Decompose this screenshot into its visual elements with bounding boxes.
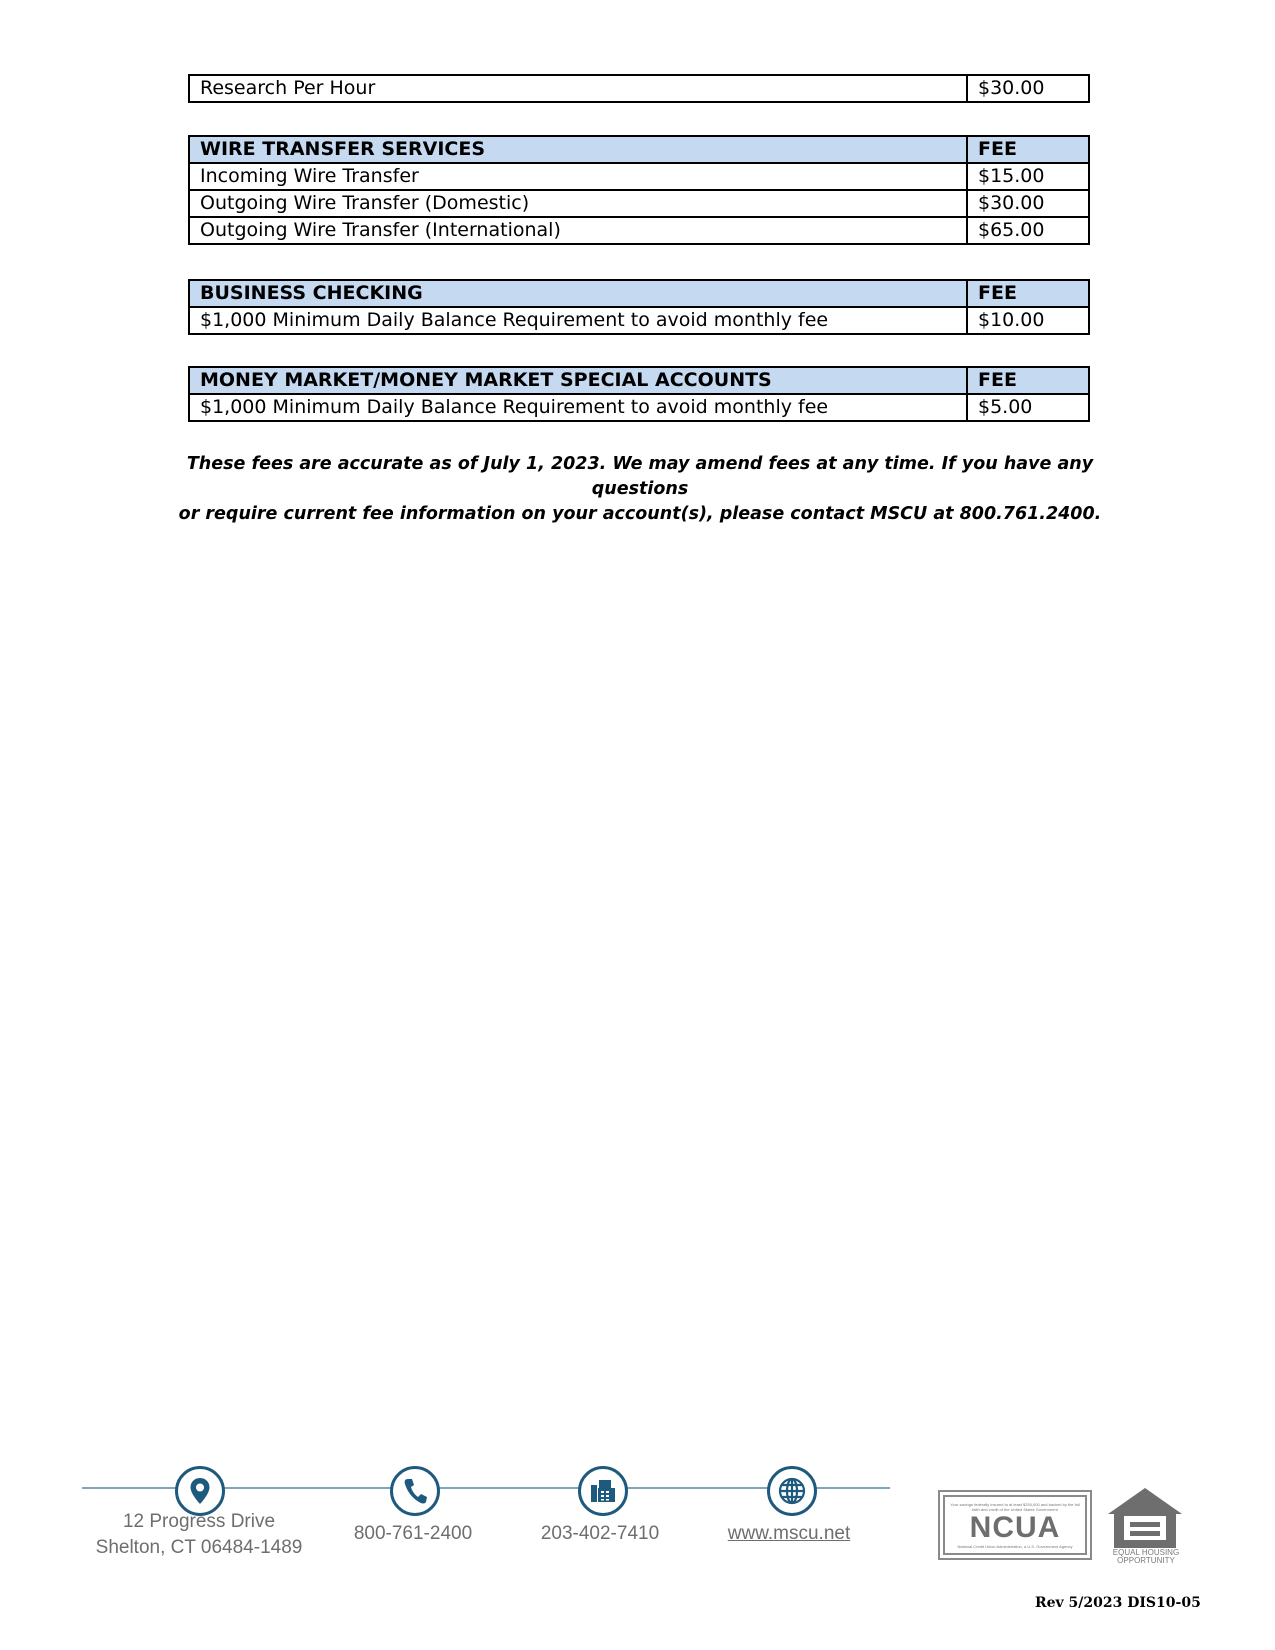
money-market-fee-table	[188, 366, 1090, 422]
research-fee-table	[188, 74, 1090, 103]
fee-disclaimer	[160, 452, 1120, 527]
fee-label: $1,000 Minimum Daily Balance Requirement to avoid monthly fee	[189, 307, 967, 334]
website-link[interactable]: www.mscu.net	[727, 1523, 851, 1544]
table-header-label: WIRE TRANSFER SERVICES	[189, 136, 967, 163]
fee-amount: $5.00	[967, 394, 1089, 421]
equal-housing-line-2: OPPORTUNITY	[1117, 1556, 1175, 1565]
ncua-agency-text: National Credit Union Administration, a U.S. Government Agency	[957, 1543, 1073, 1549]
table-header-label: MONEY MARKET/MONEY MARKET SPECIAL ACCOUNTS	[189, 367, 967, 394]
phone-icon	[390, 1466, 440, 1516]
globe-icon	[767, 1466, 817, 1516]
table-header-row	[189, 367, 1089, 394]
fee-label: $1,000 Minimum Daily Balance Requirement to avoid monthly fee	[189, 394, 967, 421]
table-header-fee: FEE	[967, 136, 1089, 163]
fee-label: Outgoing Wire Transfer (International)	[189, 217, 967, 244]
equal-housing-line-1: EQUAL HOUSING	[1112, 1548, 1180, 1557]
address-line-1: 12 Progress Drive	[122, 1511, 276, 1532]
footer-address	[70, 1509, 328, 1561]
business-checking-fee-table	[188, 279, 1090, 335]
table-row	[189, 163, 1089, 190]
ncua-logo	[938, 1490, 1092, 1560]
ncua-wordmark: NCUA	[969, 1510, 1061, 1544]
disclaimer-line-2: or require current fee information on your account(s), please contact MSCU at 800.761.2400.	[178, 504, 1102, 524]
table-header-row	[189, 280, 1089, 307]
ncua-insured-text: Your savings federally insured to at least $250,000 and backed by the full faith and credit of the United States Government	[950, 1501, 1080, 1512]
footer-website[interactable]	[706, 1521, 872, 1547]
table-header-label: BUSINESS CHECKING	[189, 280, 967, 307]
fee-label: Research Per Hour	[189, 75, 967, 102]
address-line-2: Shelton, CT 06484-1489	[95, 1537, 303, 1558]
fee-amount: $10.00	[967, 307, 1089, 334]
table-row	[189, 217, 1089, 244]
table-row	[189, 75, 1089, 102]
table-row	[189, 307, 1089, 334]
fee-amount: $15.00	[967, 163, 1089, 190]
table-row	[189, 394, 1089, 421]
revision-label: Rev 5/2023 DIS10-05	[1035, 1595, 1201, 1611]
equal-housing-text	[1104, 1549, 1188, 1565]
footer-phone: 800-761-2400	[353, 1523, 473, 1544]
table-header-fee: FEE	[967, 280, 1089, 307]
fee-amount: $30.00	[967, 190, 1089, 217]
fee-amount: $65.00	[967, 217, 1089, 244]
disclaimer-line-1: These fees are accurate as of July 1, 2023. We may amend fees at any time. If you have any questions	[186, 454, 1094, 499]
table-row	[189, 190, 1089, 217]
fee-label: Incoming Wire Transfer	[189, 163, 967, 190]
footer-fax: 203-402-7410	[540, 1523, 660, 1544]
wire-transfer-fee-table	[188, 135, 1090, 245]
table-header-fee: FEE	[967, 367, 1089, 394]
fee-amount: $30.00	[967, 75, 1089, 102]
fee-label: Outgoing Wire Transfer (Domestic)	[189, 190, 967, 217]
table-header-row	[189, 136, 1089, 163]
fax-icon	[578, 1466, 628, 1516]
